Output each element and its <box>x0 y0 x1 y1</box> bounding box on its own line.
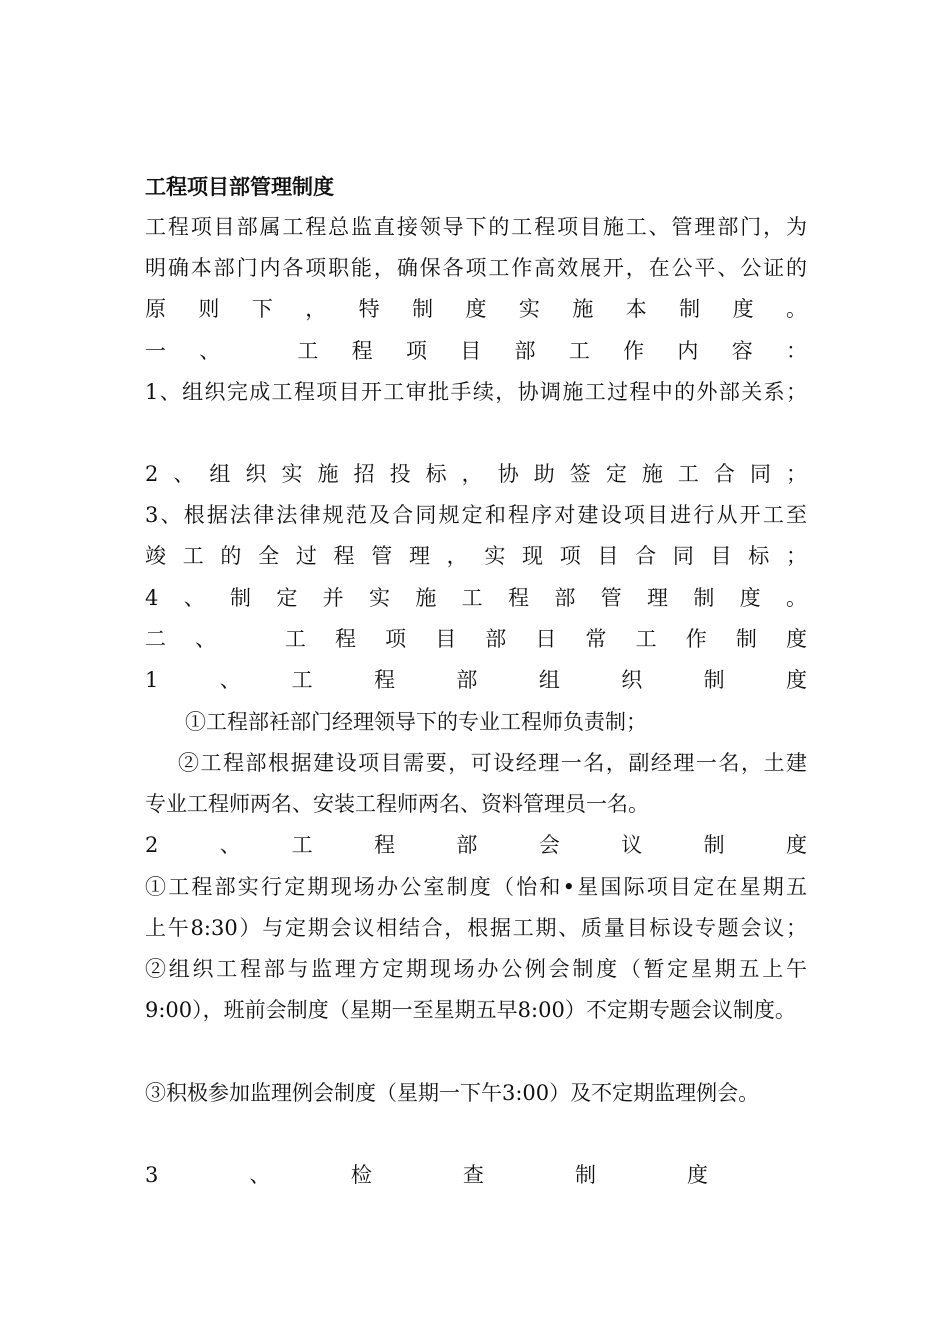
document-title: 工程项目部管理制度 <box>145 175 334 199</box>
paragraph-line: ②工程部根据建设项目需要，可设经理一名，副经理一名，土建 <box>178 751 807 775</box>
paragraph-line: ③积极参加监理例会制度（星期一下午3:00）及不定期监理例会。 <box>145 1081 760 1105</box>
section-heading: 二、 工程项目部日常工作制度 <box>145 627 807 651</box>
paragraph-line: ②组织工程部与监理方定期现场办公例会制度（暂定星期五上午 <box>145 957 807 981</box>
paragraph-line: ①工程部实行定期现场办公室制度（怡和•星国际项目定在星期五 <box>145 875 807 899</box>
paragraph-line: 原则下，特制度实施本制度。 <box>145 297 807 321</box>
paragraph-line: 明确本部门内各项职能，确保各项工作高效展开，在公平、公证的 <box>145 256 807 280</box>
section-heading: 一、 工程项目部工作内容： <box>145 339 807 363</box>
paragraph-line: 9:00），班前会制度（星期一至星期五早8:00）不定期专题会议制度。 <box>145 998 796 1022</box>
paragraph-line: 竣工的全过程管理，实现项目合同目标； <box>145 544 807 568</box>
paragraph-line: 工程项目部属工程总监直接领导下的工程项目施工、管理部门，为 <box>145 215 807 239</box>
paragraph-line: 4、制定并实施工程部管理制度。 <box>145 586 807 610</box>
paragraph-line: 1、组织完成工程项目开工审批手续，协调施工过程中的外部关系； <box>145 380 807 404</box>
subsection-heading: 1 、 工 程 部 组 织 制 度 <box>145 668 807 692</box>
subsection-heading: 3 、 检 查 制 度 <box>145 1163 708 1187</box>
paragraph-line: 专业工程师两名、安装工程师两名、资料管理员一名。 <box>145 792 649 816</box>
paragraph-line: ①工程部衽部门经理领导下的专业工程师负责制； <box>185 710 647 734</box>
paragraph-line: 3、根据法律法律规范及合同规定和程序对建设项目进行从开工至 <box>145 503 807 527</box>
paragraph-line: 2、组织实施招投标，协助签定施工合同； <box>145 462 807 486</box>
paragraph-line: 上午8:30）与定期会议相结合，根据工期、质量目标设专题会议； <box>145 916 807 940</box>
subsection-heading: 2 、 工 程 部 会 议 制 度 <box>145 833 807 857</box>
